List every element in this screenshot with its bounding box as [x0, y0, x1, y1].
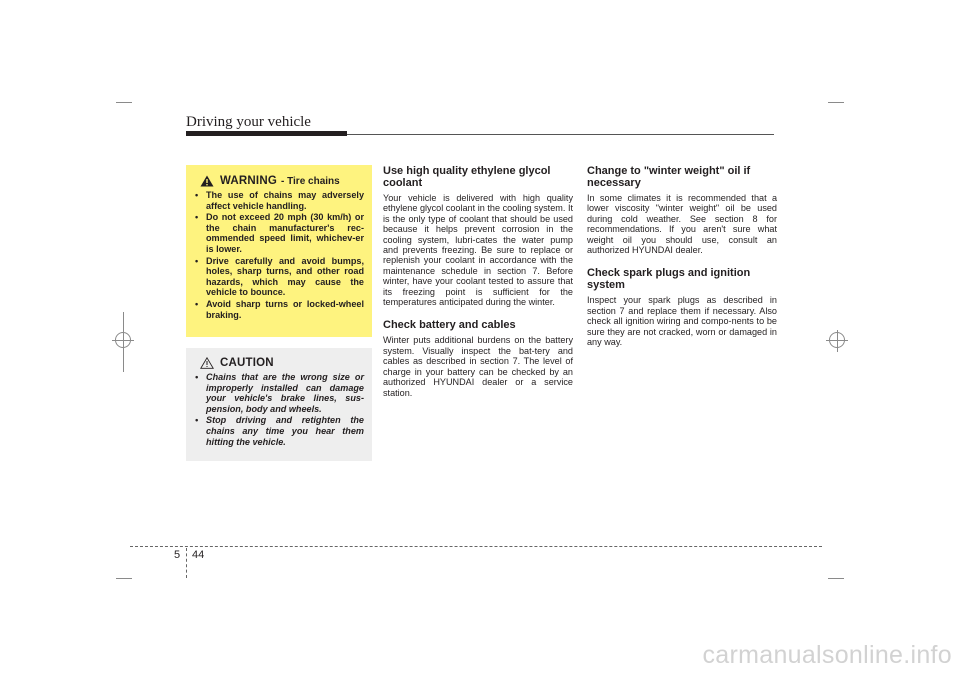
running-title: Driving your vehicle [186, 114, 311, 130]
page-number: 44 [192, 549, 205, 561]
warning-list [194, 190, 364, 320]
warning-triangle-icon [200, 175, 214, 187]
section-body-spark-plugs: Inspect your spark plugs as described in section 7 and replace them if necessary. Also check all ignition wiring and compo-nents to be sure they are not cracked, worn or damaged in any way. [587, 295, 777, 348]
caution-list [194, 372, 364, 447]
warning-item: • Drive carefully and avoid bumps, holes, sharp turns, and other road hazards, which may cause the vehicle to bounce. [194, 256, 364, 298]
section-heading-coolant: Use high quality ethylene glycol coolant [383, 165, 551, 189]
text-column-2 [587, 165, 777, 359]
text-column-1 [383, 165, 573, 410]
caution-label: CAUTION [220, 357, 274, 369]
warning-item: • The use of chains may adversely affect vehicle handling. [194, 190, 364, 211]
crop-mark [116, 102, 132, 103]
crop-mark [828, 102, 844, 103]
caution-item: • Stop driving and retighten the chains any time you hear them hitting the vehicle. [194, 415, 364, 447]
caution-box [186, 348, 372, 461]
caution-triangle-icon [200, 357, 214, 369]
warning-subject: - Tire chains [280, 175, 340, 187]
chapter-number: 5 [174, 549, 181, 561]
warning-label: WARNING [220, 175, 277, 187]
watermark: carmanualsonline.info [702, 641, 952, 669]
section-body-coolant: Your vehicle is delivered with high quality ethylene glycol coolant in the cooling system. It is the only type of coolant that should be used because it helps prevent corrosion in the cooling system, lubri-cates the water pump and prevents freezing. Be sure to replace or replenish your coolant in accordance with the maintenance schedule in section 7. Before winter, have your coolant tested to assure that its freezing point is sufficient for the temperatures anticipated during the winter. [383, 193, 573, 308]
section-heading-spark-plugs: Check spark plugs and ignition system [587, 267, 751, 292]
registration-mark [115, 332, 131, 348]
registration-mark [829, 332, 845, 348]
header-accent-bar [186, 131, 347, 136]
warning-title [200, 175, 364, 187]
section-body-oil: In some climates it is recommended that a lower viscosity "winter weight" oil be used during cold weather. See section 8 for recommendations. If you aren't sure what weight oil you should use, consult an authorized HYUNDAI dealer. [587, 193, 777, 256]
caution-title [200, 357, 364, 369]
warning-box [186, 165, 372, 337]
section-heading-battery: Check battery and cables [383, 319, 516, 332]
warning-item: • Avoid sharp turns or locked-wheel braking. [194, 299, 364, 320]
section-heading-oil: Change to "winter weight" oil if necessary [587, 165, 751, 189]
section-body-battery: Winter puts additional burdens on the battery system. Visually inspect the bat-tery and cables as described in section 7. The level of charge in your battery can be checked by an authorized HYUNDAI dealer or a service station. [383, 335, 573, 398]
crop-mark [828, 578, 844, 579]
footer-divider [186, 548, 187, 578]
crop-mark [116, 578, 132, 579]
footer-rule [130, 546, 822, 547]
caution-item: • Chains that are the wrong size or improperly installed can damage your vehicle's brake lines, sus-pension, body and wheels. [194, 372, 364, 414]
warning-item: • Do not exceed 20 mph (30 km/h) or the chain manufacturer's rec-ommended speed limit, whichev-er is lower. [194, 212, 364, 254]
